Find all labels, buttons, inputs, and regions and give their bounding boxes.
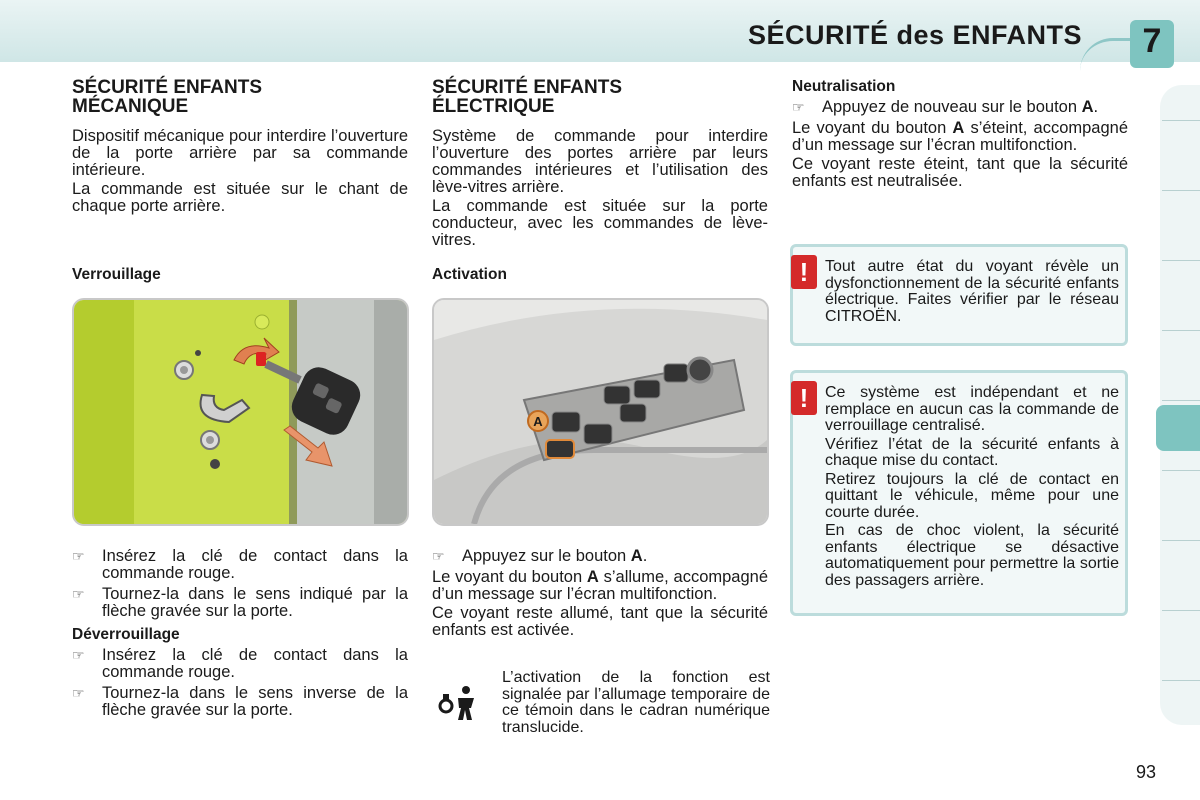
- window-switch-photo: [432, 298, 769, 526]
- side-tab-active[interactable]: [1156, 405, 1200, 451]
- finger-pointer-icon: ☞: [72, 685, 85, 701]
- warning-box: [790, 370, 1128, 616]
- door-lock-illustration: [74, 300, 407, 524]
- finger-pointer-icon: ☞: [72, 647, 85, 663]
- list-item: ☞ Tournez-la dans le sens indiqué par la flèche gravée sur la porte.: [72, 585, 408, 620]
- side-tab-divider: [1162, 680, 1200, 681]
- neutralisation-heading: Neutralisation: [792, 78, 896, 95]
- finger-pointer-icon: ☞: [72, 548, 85, 564]
- finger-pointer-icon: ☞: [72, 586, 85, 602]
- side-tab-divider: [1162, 610, 1200, 611]
- column-mechanical: [72, 78, 408, 217]
- paragraph: Ce voyant reste allumé, tant que la sécurité enfants est activée.: [432, 604, 768, 639]
- paragraph: Le voyant du bouton A s’allume, accompagné d’un message sur l’écran multifonction.: [432, 568, 768, 603]
- lock-heading: Verrouillage: [72, 266, 161, 283]
- door-lock-photo: [72, 298, 409, 526]
- warning-box: [790, 244, 1128, 346]
- warning-text: Ce système est indépendant et ne remplace en aucun cas la commande de verrouillage centralisé. Vérifiez l’état de la sécurité enfants à chaque mise du contact. Retirez toujours la clé de contact en quittant le véhicule, même pour une courte durée. En cas de choc violent, la sécurité enfants électrique se désactive automatiquement pour permettre la sortie des passagers arrière.: [825, 384, 1119, 589]
- paragraph: Ce voyant reste éteint, tant que la sécurité enfants est neutralisée.: [792, 155, 1128, 190]
- button-a-label: A: [533, 414, 543, 429]
- list-item: ☞ Insérez la clé de contact dans la commande rouge.: [72, 547, 408, 582]
- side-tab-divider: [1162, 540, 1200, 541]
- side-tab-divider: [1162, 120, 1200, 121]
- side-tab-divider: [1162, 400, 1200, 401]
- section-title-line1: SÉCURITÉ ENFANTS: [72, 77, 263, 98]
- activation-heading: Activation: [432, 266, 507, 283]
- side-tab-divider: [1162, 260, 1200, 261]
- activation-text: [432, 548, 768, 641]
- list-item: ☞ Tournez-la dans le sens inverse de la flèche gravée sur la porte.: [72, 684, 408, 719]
- paragraph: La commande est située sur la porte conducteur, avec les commandes de lève-vitres.: [432, 197, 768, 249]
- paragraph: La commande est située sur le chant de chaque porte arrière.: [72, 180, 408, 215]
- indicator-note: L’activation de la fonction est signalée par l’allumage temporaire de ce témoin dans le cadran numérique translucide.: [502, 669, 770, 736]
- list-item: ☞ Insérez la clé de contact dans la commande rouge.: [72, 646, 408, 681]
- warning-exclamation-icon: !: [791, 381, 817, 415]
- chapter-number: 7: [1142, 22, 1162, 60]
- window-switch-illustration: [434, 300, 767, 524]
- column-electric: [432, 78, 768, 251]
- finger-pointer-icon: ☞: [792, 99, 805, 115]
- side-tab-divider: [1162, 330, 1200, 331]
- unlock-heading: Déverrouillage: [72, 626, 180, 643]
- list-item: ☞ Appuyez sur le bouton A.: [432, 547, 648, 565]
- warning-text: Tout autre état du voyant révèle un dysfonctionnement de la sécurité enfants électrique. Faites vérifier par le réseau CITROËN.: [825, 258, 1119, 325]
- section-title-line2: ÉLECTRIQUE: [432, 96, 555, 117]
- side-tab-divider: [1162, 190, 1200, 191]
- paragraph: Système de commande pour interdire l’ouverture des portes arrière par leurs commandes intérieures et l’utilisation des lève-vitres arrière.: [432, 127, 768, 196]
- paragraph: Le voyant du bouton A s’éteint, accompagné d’un message sur l’écran multifonction.: [792, 119, 1129, 154]
- lock-steps: [72, 548, 408, 723]
- column-neutralisation: [792, 78, 1128, 192]
- warning-exclamation-icon: !: [791, 255, 817, 289]
- section-title-line1: SÉCURITÉ ENFANTS: [432, 77, 623, 98]
- list-item: ☞ Appuyez de nouveau sur le bouton A.: [792, 98, 1099, 116]
- side-tab-divider: [1162, 470, 1200, 471]
- finger-pointer-icon: ☞: [432, 548, 445, 564]
- page-number: 93: [1136, 762, 1157, 782]
- paragraph: Dispositif mécanique pour interdire l’ouverture de la porte arrière par sa commande intérieure.: [72, 127, 408, 179]
- child-lock-indicator-icon: [436, 680, 482, 726]
- page-title: SÉCURITÉ des ENFANTS: [747, 20, 1082, 50]
- section-title-line2: MÉCANIQUE: [72, 96, 189, 117]
